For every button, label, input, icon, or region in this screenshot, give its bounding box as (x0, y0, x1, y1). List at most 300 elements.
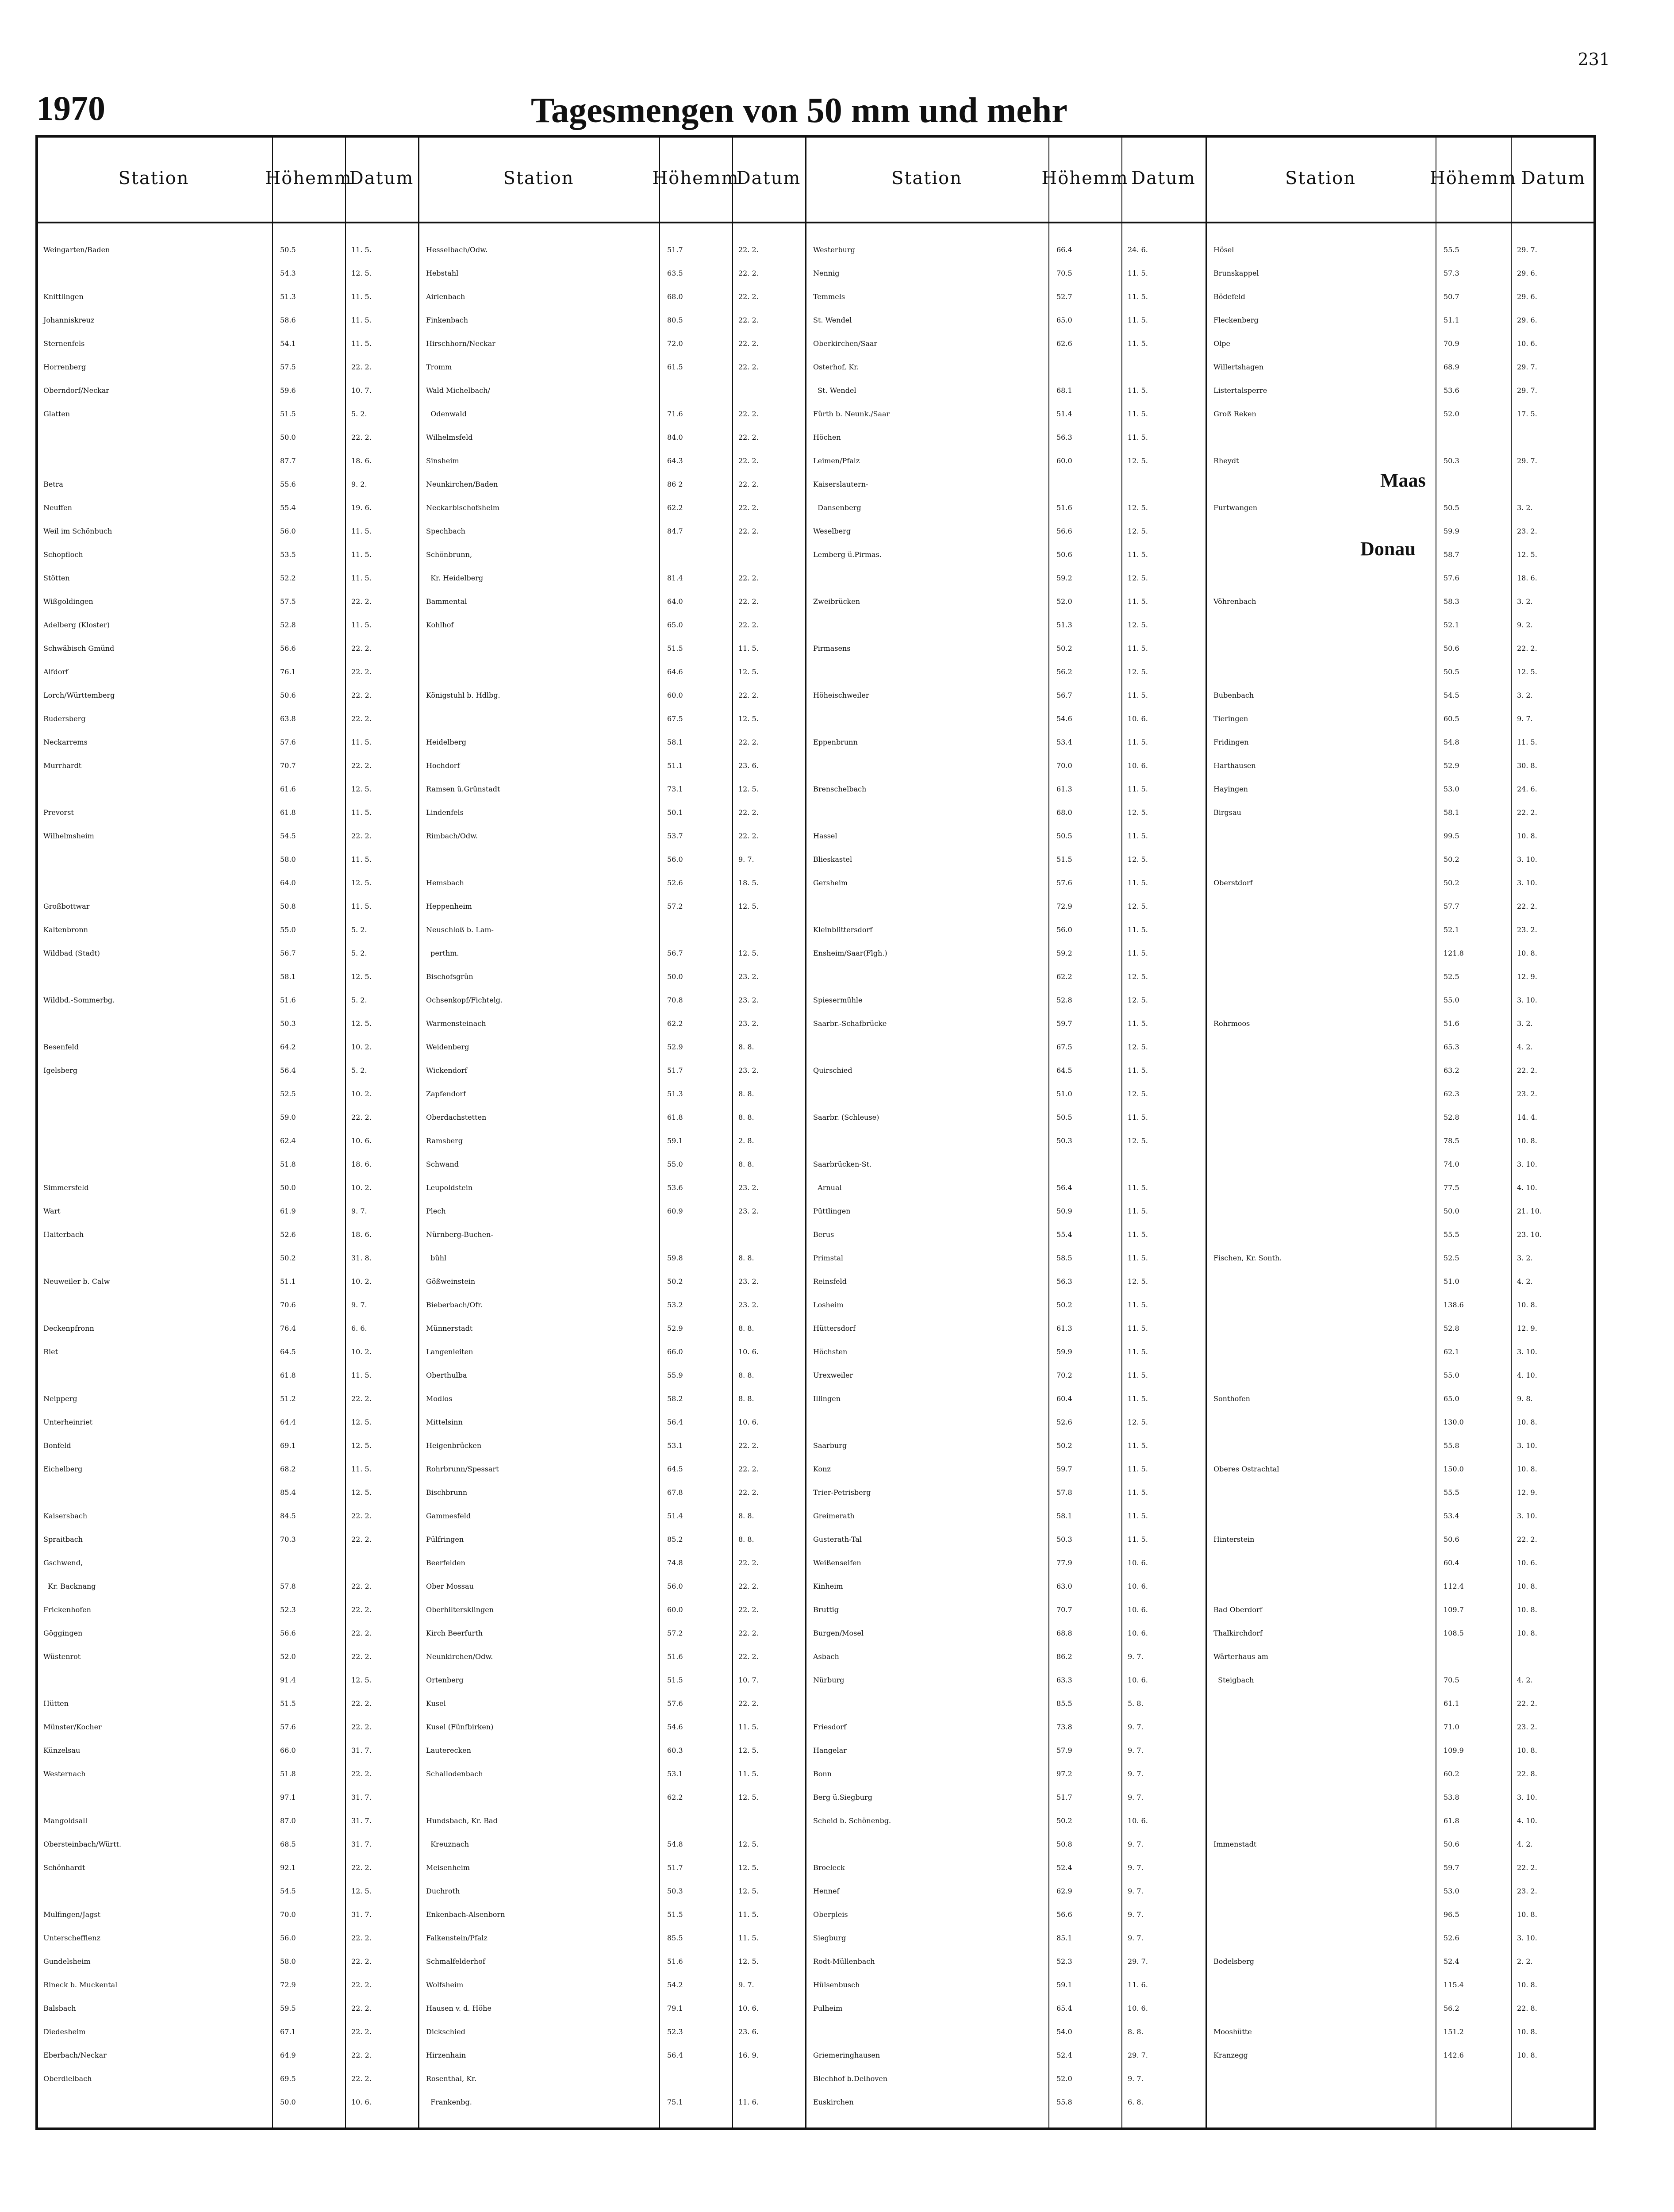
station-name: Zweibrücken (813, 597, 860, 606)
table-row (0, 1699, 1674, 1723)
datum-value: 23. 2. (1517, 926, 1537, 934)
datum-value: 12. 5. (738, 668, 759, 676)
station-name: Rodt-Müllenbach (813, 1957, 875, 1966)
station-name: Primstal (813, 1254, 843, 1262)
hoehe-value: 52.5 (1444, 1254, 1459, 1262)
hoehe-value: 63.8 (280, 714, 296, 723)
station-name: Königstuhl b. Hdlbg. (426, 691, 500, 699)
hoehe-value: 50.3 (667, 1887, 683, 1895)
header-mm-label: mm (1481, 168, 1517, 188)
hoehe-value: 70.5 (1056, 269, 1072, 277)
hoehe-value: 57.5 (280, 363, 296, 371)
datum-value: 11. 5. (1128, 1113, 1148, 1121)
station-name: Glatten (43, 410, 70, 418)
station-name: Kinheim (813, 1582, 843, 1590)
datum-value: 10. 8. (1517, 1137, 1537, 1145)
hoehe-value: 76.1 (280, 668, 296, 676)
hoehe-value: 60.9 (667, 1207, 683, 1215)
datum-value: 12. 5. (351, 785, 372, 793)
datum-value: 22. 2. (351, 1863, 372, 1872)
station-name: Thalkirchdorf (1213, 1629, 1263, 1637)
station-name: Euskirchen (813, 2098, 854, 2106)
datum-value: 12. 5. (1128, 574, 1148, 582)
hoehe-value: 60.2 (1444, 1770, 1459, 1778)
datum-value: 18. 5. (738, 879, 759, 887)
datum-value: 11. 5. (1128, 1535, 1148, 1544)
datum-value: 3. 10. (1517, 1441, 1537, 1450)
datum-value: 31. 7. (351, 1910, 372, 1919)
hoehe-value: 50.0 (280, 1183, 296, 1192)
hoehe-value: 68.9 (1444, 363, 1459, 371)
datum-value: 11. 5. (1128, 738, 1148, 746)
datum-value: 8. 8. (738, 1371, 754, 1379)
hoehe-value: 60.3 (667, 1746, 683, 1755)
hoehe-value: 51.3 (280, 292, 296, 301)
hoehe-value: 50.0 (667, 972, 683, 981)
datum-value: 11. 5. (1128, 339, 1148, 348)
hoehe-value: 52.5 (280, 1090, 296, 1098)
hoehe-value: 130.0 (1444, 1418, 1464, 1426)
station-name: Hebstahl (426, 269, 459, 277)
datum-value: 4. 10. (1517, 1371, 1537, 1379)
hoehe-value: 52.8 (280, 621, 296, 629)
station-name: Odenwald (426, 410, 467, 418)
datum-value: 11. 5. (1128, 433, 1148, 442)
hoehe-value: 50.3 (1056, 1137, 1072, 1145)
station-name: Oberdielbach (43, 2074, 92, 2083)
datum-value: 29. 6. (1517, 292, 1537, 301)
hoehe-value: 70.7 (1056, 1605, 1072, 1614)
hoehe-value: 109.9 (1444, 1746, 1464, 1755)
table-row (0, 386, 1674, 410)
hoehe-value: 151.2 (1444, 2028, 1464, 2036)
hoehe-value: 50.7 (1444, 292, 1459, 301)
datum-value: 12. 5. (738, 1887, 759, 1895)
hoehe-value: 61.5 (667, 363, 683, 371)
header-hoehe-label: Höhe (1041, 168, 1093, 188)
table-row (0, 1863, 1674, 1887)
hoehe-value: 57.2 (667, 1629, 683, 1637)
hoehe-value: 56.7 (280, 949, 296, 957)
datum-value: 10. 6. (1128, 1676, 1148, 1684)
hoehe-value: 76.4 (280, 1324, 296, 1333)
datum-value: 22. 2. (1517, 1863, 1537, 1872)
station-name: Oberstdorf (1213, 879, 1253, 887)
datum-value: 5. 2. (351, 926, 367, 934)
hoehe-value: 51.1 (667, 761, 683, 770)
datum-value: 22. 2. (351, 433, 372, 442)
datum-value: 11. 5. (351, 621, 372, 629)
hoehe-value: 73.8 (1056, 1723, 1072, 1731)
station-name: Zapfendorf (426, 1090, 466, 1098)
datum-value: 4. 2. (1517, 1676, 1533, 1684)
hoehe-value: 54.8 (1444, 738, 1459, 746)
station-name: Hennef (813, 1887, 840, 1895)
station-name: Unterschefflenz (43, 1934, 100, 1942)
header-station: Station (891, 168, 963, 188)
hoehe-value: 55.8 (1056, 2098, 1072, 2106)
hoehe-value: 53.0 (1444, 1887, 1459, 1895)
hoehe-value: 78.5 (1444, 1137, 1459, 1145)
station-name: Plech (426, 1207, 446, 1215)
datum-value: 22. 2. (351, 597, 372, 606)
station-name: Groß Reken (1213, 410, 1256, 418)
hoehe-value: 54.5 (1444, 691, 1459, 699)
station-name: Wildbd.-Sommerbg. (43, 996, 115, 1004)
hoehe-value: 62.2 (667, 1793, 683, 1801)
station-name: Hausen v. d. Höhe (426, 2004, 491, 2012)
station-name: Bieberbach/Ofr. (426, 1301, 483, 1309)
station-name: Rohrmoos (1213, 1019, 1250, 1028)
datum-value: 11. 5. (1128, 785, 1148, 793)
datum-value: 10. 6. (1128, 714, 1148, 723)
datum-value: 22. 2. (738, 738, 759, 746)
datum-value: 3. 10. (1517, 855, 1537, 864)
hoehe-value: 56.3 (1056, 433, 1072, 442)
datum-value: 22. 2. (351, 832, 372, 840)
page-title: Tagesmengen von 50 mm und mehr (531, 91, 1067, 130)
hoehe-value: 59.6 (280, 386, 296, 395)
datum-value: 12. 9. (1517, 972, 1537, 981)
datum-value: 9. 7. (1128, 1793, 1144, 1801)
datum-value: 10. 8. (1517, 949, 1537, 957)
hoehe-value: 57.6 (667, 1699, 683, 1708)
table-row (0, 1652, 1674, 1676)
datum-value: 3. 10. (1517, 996, 1537, 1004)
datum-value: 12. 5. (738, 949, 759, 957)
hoehe-value: 53.7 (667, 832, 683, 840)
hoehe-value: 61.8 (280, 1371, 296, 1379)
hoehe-value: 50.5 (1444, 503, 1459, 512)
station-name: Rineck b. Muckental (43, 1981, 118, 1989)
hoehe-value: 50.2 (1056, 1301, 1072, 1309)
station-name: Höchsten (813, 1348, 848, 1356)
hoehe-value: 50.6 (1444, 644, 1459, 653)
hoehe-value: 77.9 (1056, 1559, 1072, 1567)
hoehe-value: 115.4 (1444, 1981, 1464, 1989)
station-name: Igelsberg (43, 1066, 77, 1075)
datum-value: 29. 7. (1517, 457, 1537, 465)
datum-value: 11. 5. (351, 1465, 372, 1473)
datum-value: 23. 2. (738, 1183, 759, 1192)
table-row (0, 1230, 1674, 1254)
datum-value: 23. 2. (738, 1066, 759, 1075)
datum-value: 11. 5. (1128, 832, 1148, 840)
station-name: Lorch/Württemberg (43, 691, 115, 699)
datum-value: 22. 2. (351, 1113, 372, 1121)
hoehe-value: 52.3 (667, 2028, 683, 2036)
hoehe-value: 51.6 (1444, 1019, 1459, 1028)
station-name: Friesdorf (813, 1723, 846, 1731)
hoehe-value: 72.0 (667, 339, 683, 348)
datum-value: 16. 9. (738, 2051, 759, 2059)
station-name: Göggingen (43, 1629, 83, 1637)
datum-value: 11. 5. (1128, 1324, 1148, 1333)
datum-value: 22. 2. (1517, 1066, 1537, 1075)
hoehe-value: 51.5 (280, 410, 296, 418)
hoehe-value: 56.4 (667, 2051, 683, 2059)
station-name: Tieringen (1213, 714, 1248, 723)
hoehe-value: 61.6 (280, 785, 296, 793)
station-name: Harthausen (1213, 761, 1256, 770)
hoehe-value: 58.5 (1056, 1254, 1072, 1262)
datum-value: 31. 7. (351, 1793, 372, 1801)
datum-value: 10. 6. (738, 2004, 759, 2012)
datum-value: 11. 5. (738, 1934, 759, 1942)
hoehe-value: 61.8 (280, 808, 296, 817)
station-name: Kusel (Fünfbirken) (426, 1723, 494, 1731)
station-name: Duchroth (426, 1887, 460, 1895)
station-name: Wilhelmsfeld (426, 433, 473, 442)
hoehe-value: 50.2 (1056, 1816, 1072, 1825)
table-row (0, 644, 1674, 668)
datum-value: 11. 5. (1128, 691, 1148, 699)
hoehe-value: 65.0 (1444, 1394, 1459, 1403)
hoehe-value: 58.1 (280, 972, 296, 981)
station-name: Riet (43, 1348, 58, 1356)
datum-value: 11. 5. (1128, 644, 1148, 653)
station-name: Blieskastel (813, 855, 852, 864)
hoehe-value: 52.0 (1444, 410, 1459, 418)
station-name: Schönhardt (43, 1863, 85, 1872)
datum-value: 10. 8. (1517, 1605, 1537, 1614)
hoehe-value: 50.2 (667, 1277, 683, 1286)
datum-value: 11. 5. (1128, 1066, 1148, 1075)
station-name: Bischbrunn (426, 1488, 468, 1497)
hoehe-value: 66.0 (280, 1746, 296, 1755)
hoehe-value: 51.5 (1056, 855, 1072, 864)
hoehe-value: 74.0 (1444, 1160, 1459, 1168)
datum-value: 5. 2. (351, 996, 367, 1004)
station-name: Püttlingen (813, 1207, 851, 1215)
table-row (0, 1723, 1674, 1746)
station-name: Steigbach (1213, 1676, 1254, 1684)
hoehe-value: 56.0 (667, 855, 683, 864)
table-row (0, 597, 1674, 621)
hoehe-value: 64.0 (280, 879, 296, 887)
hoehe-value: 50.6 (1444, 1535, 1459, 1544)
datum-value: 23. 2. (1517, 1887, 1537, 1895)
hoehe-value: 74.8 (667, 1559, 683, 1567)
datum-value: 23. 6. (738, 761, 759, 770)
datum-value: 23. 2. (738, 1301, 759, 1309)
station-name: Hangelar (813, 1746, 847, 1755)
datum-value: 11. 5. (1128, 1254, 1148, 1262)
datum-value: 11. 5. (351, 902, 372, 910)
hoehe-value: 56.6 (280, 644, 296, 653)
hoehe-value: 56.7 (667, 949, 683, 957)
datum-value: 12. 5. (738, 1863, 759, 1872)
datum-value: 22. 2. (351, 363, 372, 371)
hoehe-value: 91.4 (280, 1676, 296, 1684)
station-name: Lauterecken (426, 1746, 471, 1755)
station-name: Nürnberg-Buchen- (426, 1230, 493, 1239)
hoehe-value: 64.6 (667, 668, 683, 676)
hoehe-value: 54.6 (1056, 714, 1072, 723)
hoehe-value: 51.6 (1056, 503, 1072, 512)
hoehe-value: 53.1 (667, 1441, 683, 1450)
hoehe-value: 52.5 (1444, 972, 1459, 981)
station-name: Weingarten/Baden (43, 246, 110, 254)
hoehe-value: 70.3 (280, 1535, 296, 1544)
datum-value: 22. 8. (1517, 2004, 1537, 2012)
datum-value: 10. 6. (1128, 761, 1148, 770)
hoehe-value: 50.3 (280, 1019, 296, 1028)
table-row (0, 1348, 1674, 1371)
station-name: Wildbad (Stadt) (43, 949, 100, 957)
hoehe-value: 52.3 (1056, 1957, 1072, 1966)
datum-value: 11. 5. (1128, 1441, 1148, 1450)
station-name: Leupoldstein (426, 1183, 473, 1192)
hoehe-value: 70.6 (280, 1301, 296, 1309)
datum-value: 24. 6. (1128, 246, 1148, 254)
datum-value: 12. 5. (1128, 668, 1148, 676)
datum-value: 3. 10. (1517, 1160, 1537, 1168)
hoehe-value: 50.5 (1444, 668, 1459, 676)
datum-value: 22. 2. (351, 1770, 372, 1778)
station-name: Enkenbach-Alsenborn (426, 1910, 505, 1919)
datum-value: 18. 6. (351, 1230, 372, 1239)
station-name: Rimbach/Odw. (426, 832, 478, 840)
datum-value: 2. 2. (1517, 1957, 1533, 1966)
datum-value: 11. 5. (1128, 879, 1148, 887)
hoehe-value: 52.0 (1056, 597, 1072, 606)
hoehe-value: 51.3 (667, 1090, 683, 1098)
hoehe-value: 68.0 (667, 292, 683, 301)
datum-value: 22. 2. (351, 2028, 372, 2036)
table-row (0, 1418, 1674, 1441)
station-name: Bubenbach (1213, 691, 1254, 699)
hoehe-value: 51.8 (280, 1770, 296, 1778)
datum-value: 10. 7. (351, 386, 372, 395)
hoehe-value: 62.2 (667, 503, 683, 512)
datum-value: 11. 5. (351, 550, 372, 559)
hoehe-value: 52.6 (1444, 1934, 1459, 1942)
datum-value: 3. 10. (1517, 1348, 1537, 1356)
station-name: Alfdorf (43, 668, 69, 676)
table-row (0, 855, 1674, 879)
datum-value: 21. 10. (1517, 1207, 1542, 1215)
datum-value: 31. 8. (351, 1254, 372, 1262)
datum-value: 8. 8. (738, 1394, 754, 1403)
hoehe-value: 72.9 (280, 1981, 296, 1989)
station-name: Hirzenhain (426, 2051, 466, 2059)
hoehe-value: 112.4 (1444, 1582, 1464, 1590)
station-name: Tromm (426, 363, 452, 371)
station-name: Großbottwar (43, 902, 90, 910)
hoehe-value: 59.7 (1444, 1863, 1459, 1872)
station-name: Oberdachstetten (426, 1113, 487, 1121)
datum-value: 12. 5. (1128, 1137, 1148, 1145)
datum-value: 11. 5. (1128, 1488, 1148, 1497)
header-datum: Datum (1521, 168, 1586, 188)
station-name: Weißenseifen (813, 1559, 861, 1567)
station-name: Münster/Kocher (43, 1723, 102, 1731)
datum-value: 3. 2. (1517, 503, 1533, 512)
datum-value: 22. 2. (738, 1629, 759, 1637)
hoehe-value: 58.1 (1444, 808, 1459, 817)
station-name: Wißgoldingen (43, 597, 93, 606)
datum-value: 4. 10. (1517, 1816, 1537, 1825)
station-name: Pulheim (813, 2004, 843, 2012)
station-name: Bischofsgrün (426, 972, 473, 981)
table-row (0, 1582, 1674, 1605)
year-heading: 1970 (36, 89, 105, 127)
station-name: Kr. Heidelberg (426, 574, 484, 582)
table-row (0, 1113, 1674, 1137)
table-row (0, 785, 1674, 808)
datum-value: 9. 7. (351, 1301, 367, 1309)
station-name: Arnual (813, 1183, 842, 1192)
hoehe-value: 62.1 (1444, 1348, 1459, 1356)
datum-value: 4. 2. (1517, 1277, 1533, 1286)
header-hoehe-label: Höhe (265, 168, 317, 188)
datum-value: 10. 2. (351, 1277, 372, 1286)
datum-value: 12. 5. (1128, 855, 1148, 864)
datum-value: 11. 5. (1128, 316, 1148, 324)
hoehe-value: 62.3 (1444, 1090, 1459, 1098)
station-name: Heigenbrücken (426, 1441, 482, 1450)
datum-value: 11. 5. (1128, 1348, 1148, 1356)
station-name: Ramsen ü.Grünstadt (426, 785, 500, 793)
datum-value: 22. 2. (351, 1629, 372, 1637)
hoehe-value: 52.8 (1444, 1113, 1459, 1121)
datum-value: 10. 2. (351, 1348, 372, 1356)
hoehe-value: 60.5 (1444, 714, 1459, 723)
hoehe-value: 92.1 (280, 1863, 296, 1872)
hoehe-value: 57.6 (1444, 574, 1459, 582)
datum-value: 12. 9. (1517, 1488, 1537, 1497)
datum-value: 3. 10. (1517, 879, 1537, 887)
datum-value: 10. 7. (738, 1676, 759, 1684)
station-name: Kreuznach (426, 1840, 469, 1848)
station-name: Ensheim/Saar(Flgh.) (813, 949, 887, 957)
datum-value: 12. 5. (1128, 1418, 1148, 1426)
datum-value: 10. 8. (1517, 1465, 1537, 1473)
hoehe-value: 85.5 (667, 1934, 683, 1942)
table-row (0, 949, 1674, 972)
station-name: Quirschied (813, 1066, 852, 1075)
datum-value: 11. 5. (351, 292, 372, 301)
datum-value: 12. 5. (1517, 668, 1537, 676)
table-row (0, 410, 1674, 433)
table-row (0, 1043, 1674, 1066)
datum-value: 10. 2. (351, 1183, 372, 1192)
station-name: Berus (813, 1230, 834, 1239)
table-row (0, 1066, 1674, 1090)
hoehe-value: 59.2 (1056, 949, 1072, 957)
station-name: Hösel (1213, 246, 1234, 254)
station-name: Schallodenbach (426, 1770, 483, 1778)
hoehe-value: 81.4 (667, 574, 683, 582)
table-row (0, 902, 1674, 926)
hoehe-value: 57.6 (280, 738, 296, 746)
datum-value: 10. 8. (1517, 1418, 1537, 1426)
hoehe-value: 58.7 (1444, 550, 1459, 559)
hoehe-value: 51.6 (667, 1957, 683, 1966)
hoehe-value: 71.6 (667, 410, 683, 418)
datum-value: 10. 6. (1128, 1605, 1148, 1614)
hoehe-value: 64.2 (280, 1043, 296, 1051)
station-name: Ortenberg (426, 1676, 464, 1684)
datum-value: 22. 2. (351, 1699, 372, 1708)
header-datum: Datum (1131, 168, 1196, 188)
datum-value: 11. 5. (1128, 949, 1148, 957)
station-name: Fleckenberg (1213, 316, 1259, 324)
hoehe-value: 69.5 (280, 2074, 296, 2083)
station-name: Gersheim (813, 879, 848, 887)
station-name: Mangoldsall (43, 1816, 88, 1825)
